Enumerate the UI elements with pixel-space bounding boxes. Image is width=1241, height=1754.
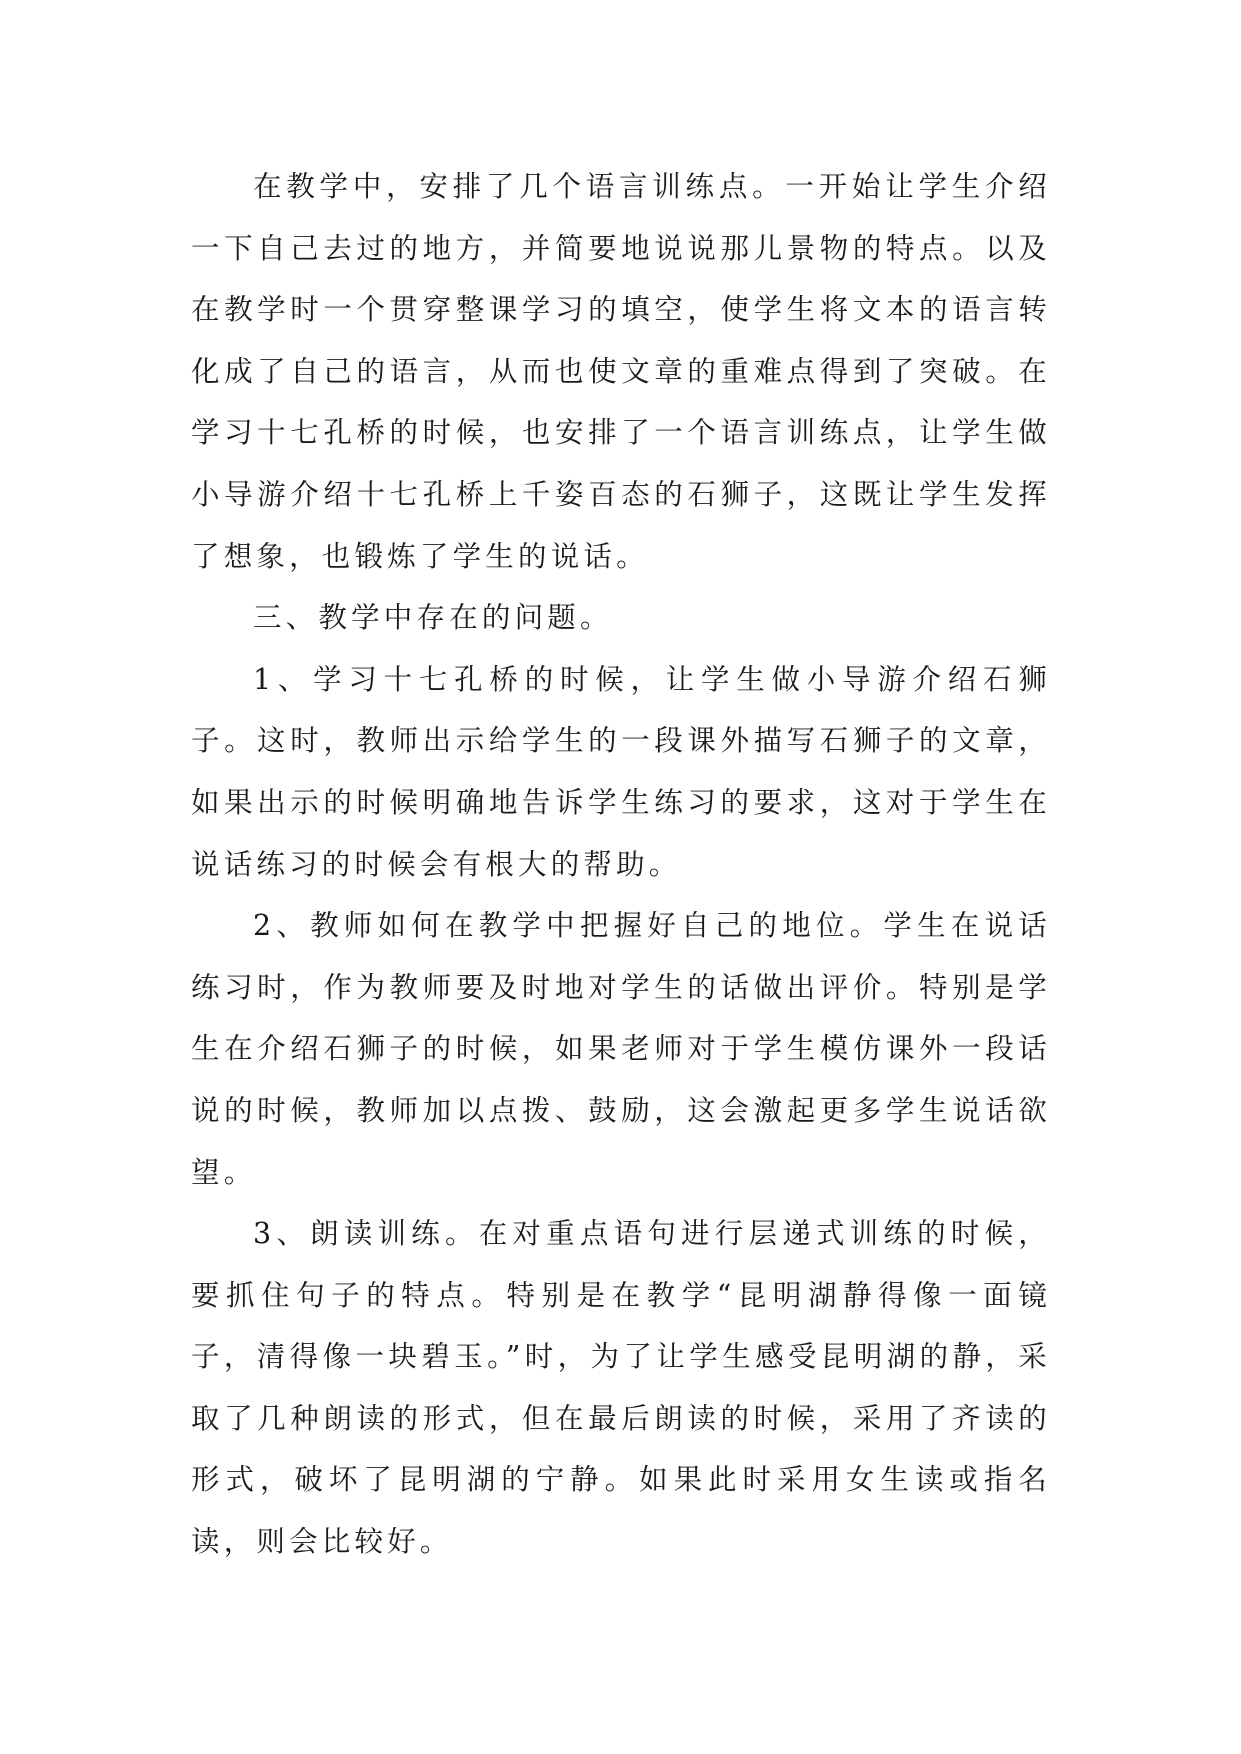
paragraph-problem-1: 1、学习十七孔桥的时候，让学生做小导游介绍石狮子。这时，教师出示给学生的一段课外描写石狮子的文章，如果出示的时候明确地告诉学生练习的要求，这对于学生在说话练习的时候会有根大的帮助。 — [191, 662, 1051, 881]
paragraph-language-training: 在教学中，安排了几个语言训练点。一开始让学生介绍一下自己去过的地方，并简要地说说那儿景物的特点。以及在教学时一个贯穿整课学习的填空，使学生将文本的语言转化成了自己的语言，从而也使文章的重难点得到了突破。在学习十七孔桥的时候，也安排了一个语言训练点，让学生做小导游介绍十七孔桥上千姿百态的石狮子，这既让学生发挥了想象，也锻炼了学生的说话。 — [191, 170, 1051, 573]
paragraph-problem-2: 2、教师如何在教学中把握好自己的地位。学生在说话练习时，作为教师要及时地对学生的话做出评价。特别是学生在介绍石狮子的时候，如果老师对于学生模仿课外一段话说的时候，教师加以点拨、鼓励，这会激起更多学生说话欲望。 — [191, 909, 1051, 1189]
paragraph-problem-3: 3、朗读训练。在对重点语句进行层递式训练的时候，要抓住句子的特点。特别是在教学“昆明湖静得像一面镜子，清得像一块碧玉。”时，为了让学生感受昆明湖的静，采取了几种朗读的形式，但在最后朗读的时候，采用了齐读的形式，破坏了昆明湖的宁静。如果此时采用女生读或指名读，则会比较好。 — [191, 1217, 1051, 1559]
section-heading-problems: 三、教学中存在的问题。 — [253, 601, 613, 635]
document-body — [191, 156, 1051, 1573]
